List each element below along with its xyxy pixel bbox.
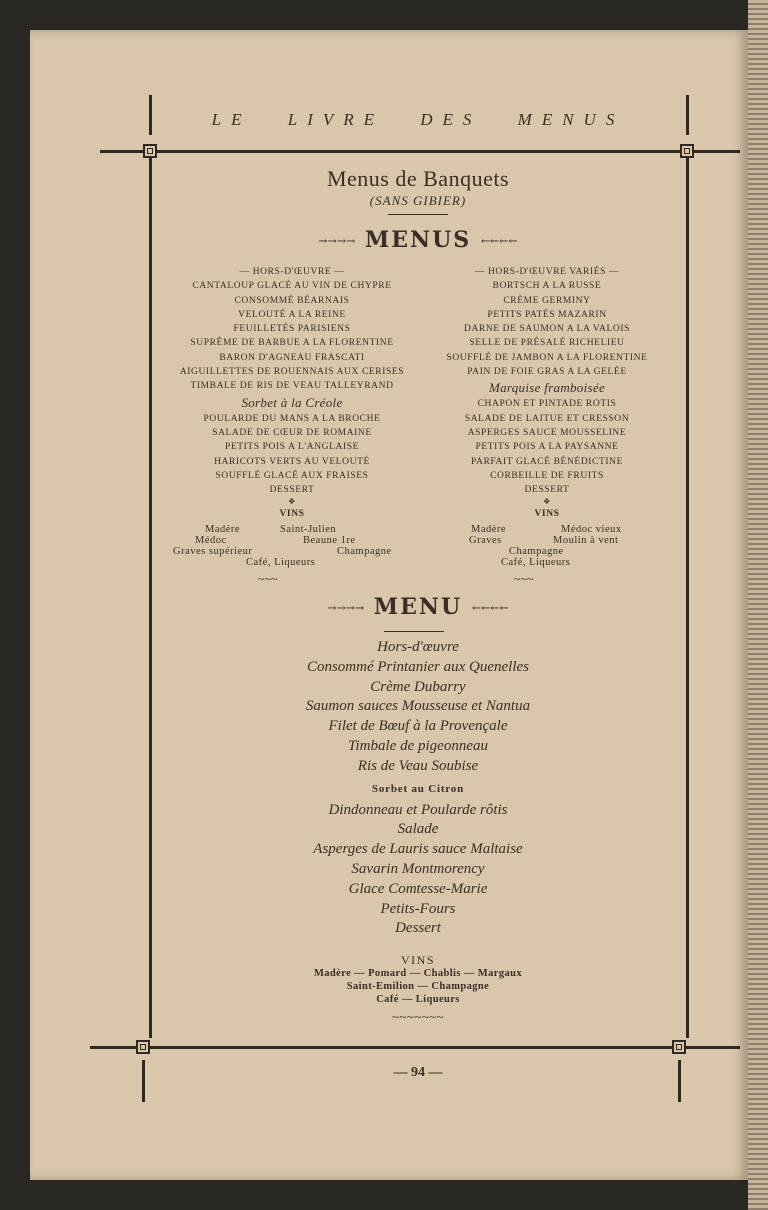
tilde-ornament-icon: ~~~	[258, 572, 278, 586]
title-rule	[388, 214, 448, 215]
menu-line: CORBEILLE DE FRUITS	[490, 470, 604, 481]
menu-line: DARNE DE SAUMON A LA VALOIS	[463, 324, 631, 335]
frame-right-rule	[686, 158, 689, 1038]
vins-label: VINS	[400, 953, 435, 967]
menu-line: PETITS POIS A LA PAYSANNE	[475, 442, 619, 453]
sorbet-line: Sorbet à la Créole	[241, 394, 343, 410]
menus-heading-text: MENUS	[364, 227, 472, 253]
small-ornament-icon: ❖	[288, 497, 296, 507]
menu-line: PETITS POIS A L'ANGLAISE	[224, 442, 360, 453]
wine: Champagne	[509, 546, 564, 557]
wine: Graves	[469, 535, 502, 546]
running-head: LE LIVRE DES MENUS	[211, 110, 625, 129]
menu-line: TIMBALE DE RIS DE VEAU TALLEYRAND	[190, 381, 394, 392]
wine-line: Saint-Emilion — Champagne	[346, 981, 490, 992]
left-wines	[170, 524, 420, 572]
vins-label: VINS	[534, 509, 560, 520]
adjacent-page-edge	[748, 0, 768, 1210]
menu-heading	[150, 594, 686, 620]
wine: Graves supérieur	[173, 546, 253, 557]
menu-line: — HORS-D'ŒUVRE VARIÉS —	[474, 267, 620, 277]
menu-line: Saumon sauces Mousseuse et Nantua	[305, 698, 531, 715]
menu-line: Dessert	[395, 920, 441, 937]
menu-line: Crème Dubarry	[370, 678, 466, 695]
menu-line: SELLE DE PRÉSALÉ RICHELIEU	[469, 338, 625, 349]
menu-line: CONSOMMÉ BÉARNAIS	[234, 295, 350, 306]
wine: Médoc vieux	[561, 524, 622, 535]
wine-line: Café — Liqueurs	[376, 994, 460, 1005]
right-wines	[465, 524, 665, 572]
wine: Madère	[471, 524, 507, 535]
wine: Moulin à vent	[553, 535, 619, 546]
wine: Madère	[205, 524, 241, 535]
corner-ornament-icon	[680, 144, 694, 158]
menu-line: DESSERT	[269, 485, 315, 496]
menu-line: HARICOTS VERTS AU VELOUTÉ	[214, 456, 370, 467]
menu-line: SALADE DE LAITUE ET CRESSON	[464, 413, 630, 424]
sorbet-line: Marquise framboisée	[488, 380, 606, 396]
tilde-ornament-icon: ~~~	[514, 572, 534, 586]
menu-rule	[384, 631, 444, 632]
page-number: — 94 —	[393, 1065, 443, 1080]
menu-line: CANTALOUP GLACÉ AU VIN DE CHYPRE	[192, 281, 392, 292]
menu-line: CHAPON ET PINTADE ROTIS	[477, 399, 617, 410]
arrow-ornament-icon: →→→→	[327, 601, 365, 615]
frame-top-rule	[100, 150, 740, 153]
vins-label: VINS	[279, 509, 305, 520]
menu-line: AIGUILLETTES DE ROUENNAIS AUX CERISES	[179, 367, 405, 378]
wine-line: Madère — Pomard — Chablis — Margaux	[313, 968, 523, 979]
menu-line: PARFAIT GLACÉ BÉNÉDICTINE	[470, 456, 624, 467]
wine: Champagne	[337, 546, 392, 557]
left-menu	[170, 265, 414, 522]
page-subtitle: (SANS GIBIER)	[369, 193, 467, 208]
frame-top-right-tick	[686, 95, 689, 135]
menu-line: Petits-Fours	[380, 900, 456, 917]
menu-line: SALADE DE CŒUR DE ROMAINE	[212, 427, 372, 438]
menu-line: SOUFFLÉ DE JAMBON A LA FLORENTINE	[446, 352, 648, 363]
menus-heading	[150, 227, 686, 253]
menu-line: — HORS-D'ŒUVRE —	[239, 267, 345, 277]
corner-ornament-icon	[672, 1040, 686, 1054]
menu-line: FEUILLETÉS PARISIENS	[233, 324, 351, 335]
end-ornament-icon: ~~~~~~~	[391, 1009, 445, 1024]
arrow-ornament-icon: ←←←←	[471, 601, 509, 615]
menu-line: BARON D'AGNEAU FRASCATI	[219, 352, 365, 363]
single-menu-wines	[150, 954, 686, 1023]
corner-ornament-icon	[143, 144, 157, 158]
menu-line: Timbale de pigeonneau	[348, 737, 488, 754]
frame-bottom-left-tick	[142, 1060, 145, 1102]
closing-line: Café, Liqueurs	[501, 557, 571, 568]
wine: Médoc	[195, 535, 227, 546]
menu-line: PAIN DE FOIE GRAS A LA GELÉE	[467, 367, 627, 378]
menu-line: Hors-d'œuvre	[377, 639, 459, 655]
frame-bottom-rule	[90, 1046, 740, 1049]
menu-line: CRÈME GERMINY	[503, 295, 591, 306]
arrow-ornament-icon: →→→→	[318, 234, 356, 248]
menu-line: Salade	[397, 821, 439, 838]
page-title: Menus de Banquets	[326, 166, 510, 191]
right-menu	[430, 265, 664, 522]
menu-line: Savarin Montmorency	[351, 860, 485, 877]
wine: Saint-Julien	[280, 524, 337, 535]
menu-line: Asperges de Lauris sauce Maltaise	[313, 841, 523, 858]
wine: Beaune 1re	[303, 535, 356, 546]
menu-line: DESSERT	[524, 485, 570, 496]
menu-line: VELOUTÉ A LA REINE	[238, 309, 346, 320]
closing-line: Café, Liqueurs	[246, 557, 316, 568]
menu-line: PETITS PATÉS MAZARIN	[487, 309, 607, 320]
menu-line: Ris de Veau Soubise	[357, 757, 479, 774]
menu-line: SUPRÊME DE BARBUE A LA FLORENTINE	[190, 338, 394, 349]
menu-line: POULARDE DU MANS A LA BROCHE	[203, 413, 381, 424]
menu-line: SOUFFLÉ GLACÉ AUX FRAISES	[215, 470, 369, 481]
small-ornament-icon: ❖	[543, 497, 551, 507]
single-menu	[150, 638, 686, 939]
menu-line: Filet de Bœuf à la Provençale	[328, 718, 508, 735]
menu-line: ASPERGES SAUCE MOUSSELINE	[467, 427, 627, 438]
menu-heading-text: MENU	[373, 594, 463, 620]
menu-line: BORTSCH A LA RUSSE	[492, 281, 602, 292]
menu-line: Dindonneau et Poularde rôtis	[328, 801, 508, 818]
corner-ornament-icon	[136, 1040, 150, 1054]
sorbet-line: Sorbet au Citron	[371, 782, 465, 795]
menu-line: Consommé Printanier aux Quenelles	[306, 658, 530, 675]
arrow-ornament-icon: ←←←←	[480, 234, 518, 248]
menu-line: Glace Comtesse-Marie	[348, 880, 488, 897]
